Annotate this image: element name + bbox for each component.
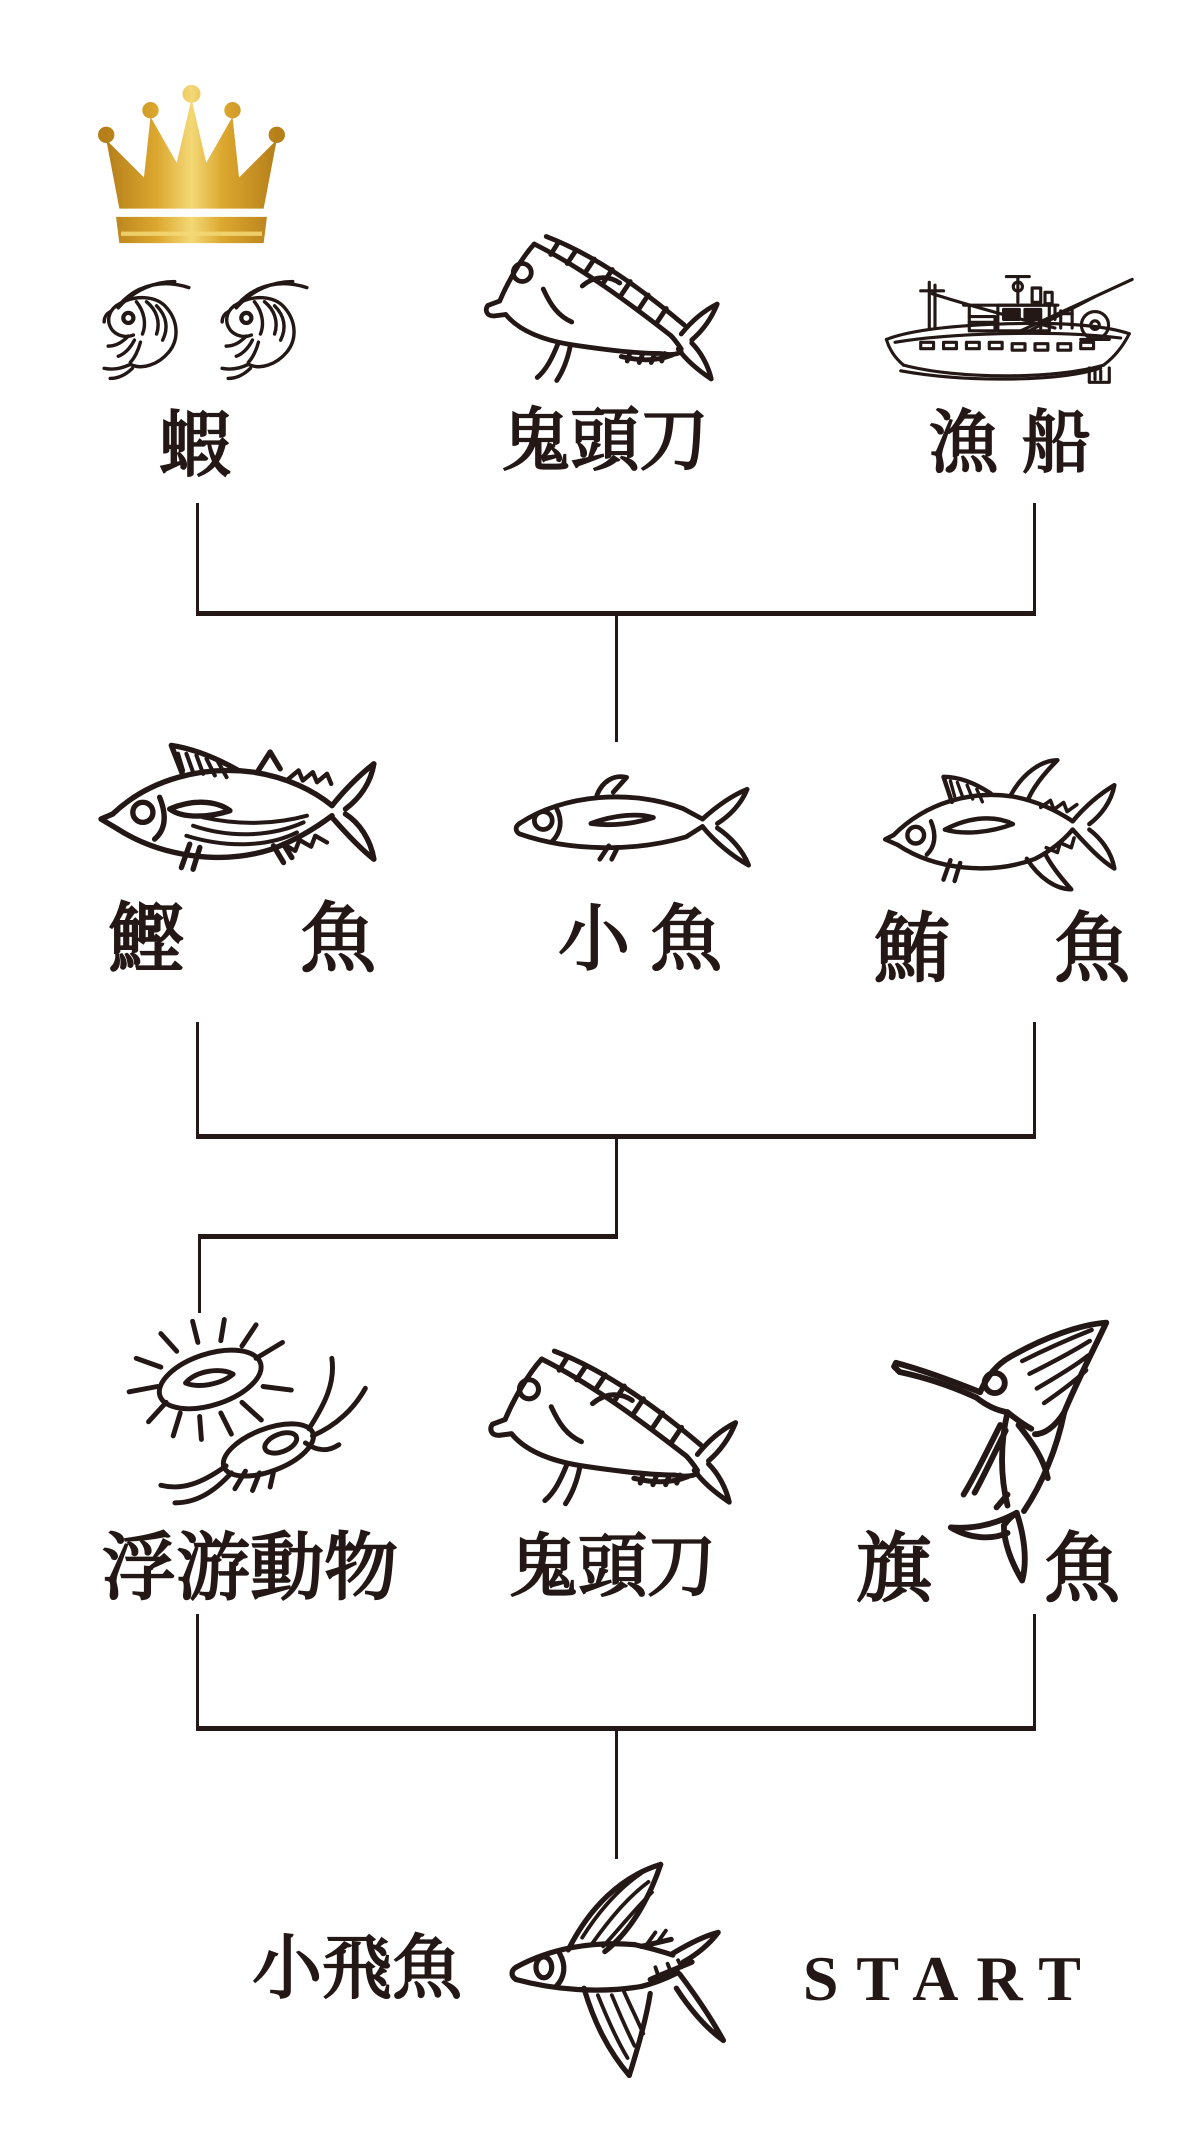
connector-2-center (615, 1139, 618, 1238)
connector-3-right (1033, 1614, 1036, 1730)
node-label-marlin: 旗 魚 (856, 1528, 1120, 1612)
node-zooplankton (100, 1310, 400, 1610)
connector-2-right (1033, 1022, 1036, 1138)
connector-1-left (196, 503, 199, 615)
flying-fish-icon (502, 1852, 767, 2100)
node-label-bonito: 鰹 魚 (108, 898, 376, 982)
node-label-tuna: 鮪 魚 (874, 908, 1130, 992)
node-bonito (90, 726, 400, 988)
bonito-icon (96, 732, 394, 896)
node-label-mahi-top: 鬼頭刀 (501, 403, 709, 479)
connector-2-left (196, 1022, 199, 1138)
shrimp-icon (206, 268, 322, 392)
node-small-fish (490, 742, 790, 988)
zooplankton-icon (110, 1316, 388, 1524)
mahi-mahi-icon (470, 226, 735, 394)
start-label: START (802, 1943, 1099, 2014)
champion-crown-icon (85, 84, 298, 248)
node-shrimp (80, 84, 330, 484)
start-fish-label: 小飛魚 (252, 1931, 462, 2008)
small-fish-icon (500, 764, 780, 886)
connector-2-jog-vertical (198, 1239, 201, 1313)
node-label-zooplankton: 浮游動物 (102, 1528, 398, 1610)
node-mahi-mahi-middle (465, 1336, 760, 1608)
node-label-shrimp: 蝦 (158, 406, 231, 486)
node-label-mahi-middle: 鬼頭刀 (509, 1529, 716, 1605)
node-tuna (850, 742, 1160, 992)
node-fishing-boat (840, 258, 1180, 486)
connector-1-right (1033, 503, 1036, 615)
fishing-boat-icon (848, 268, 1172, 408)
node-flying-fish-start (240, 1840, 1099, 2110)
connector-1-center (615, 616, 618, 742)
node-marlin (845, 1300, 1155, 1612)
connector-3-left (196, 1614, 199, 1730)
tuna-icon (860, 756, 1152, 906)
node-label-small-fish: 小魚 (557, 900, 742, 980)
connector-2-jog-horizontal (198, 1234, 618, 1239)
mahi-mahi-icon (474, 1340, 754, 1518)
node-label-boat: 漁船 (929, 405, 1115, 481)
shrimp-icon (88, 268, 204, 392)
node-mahi-mahi-top (465, 222, 745, 484)
